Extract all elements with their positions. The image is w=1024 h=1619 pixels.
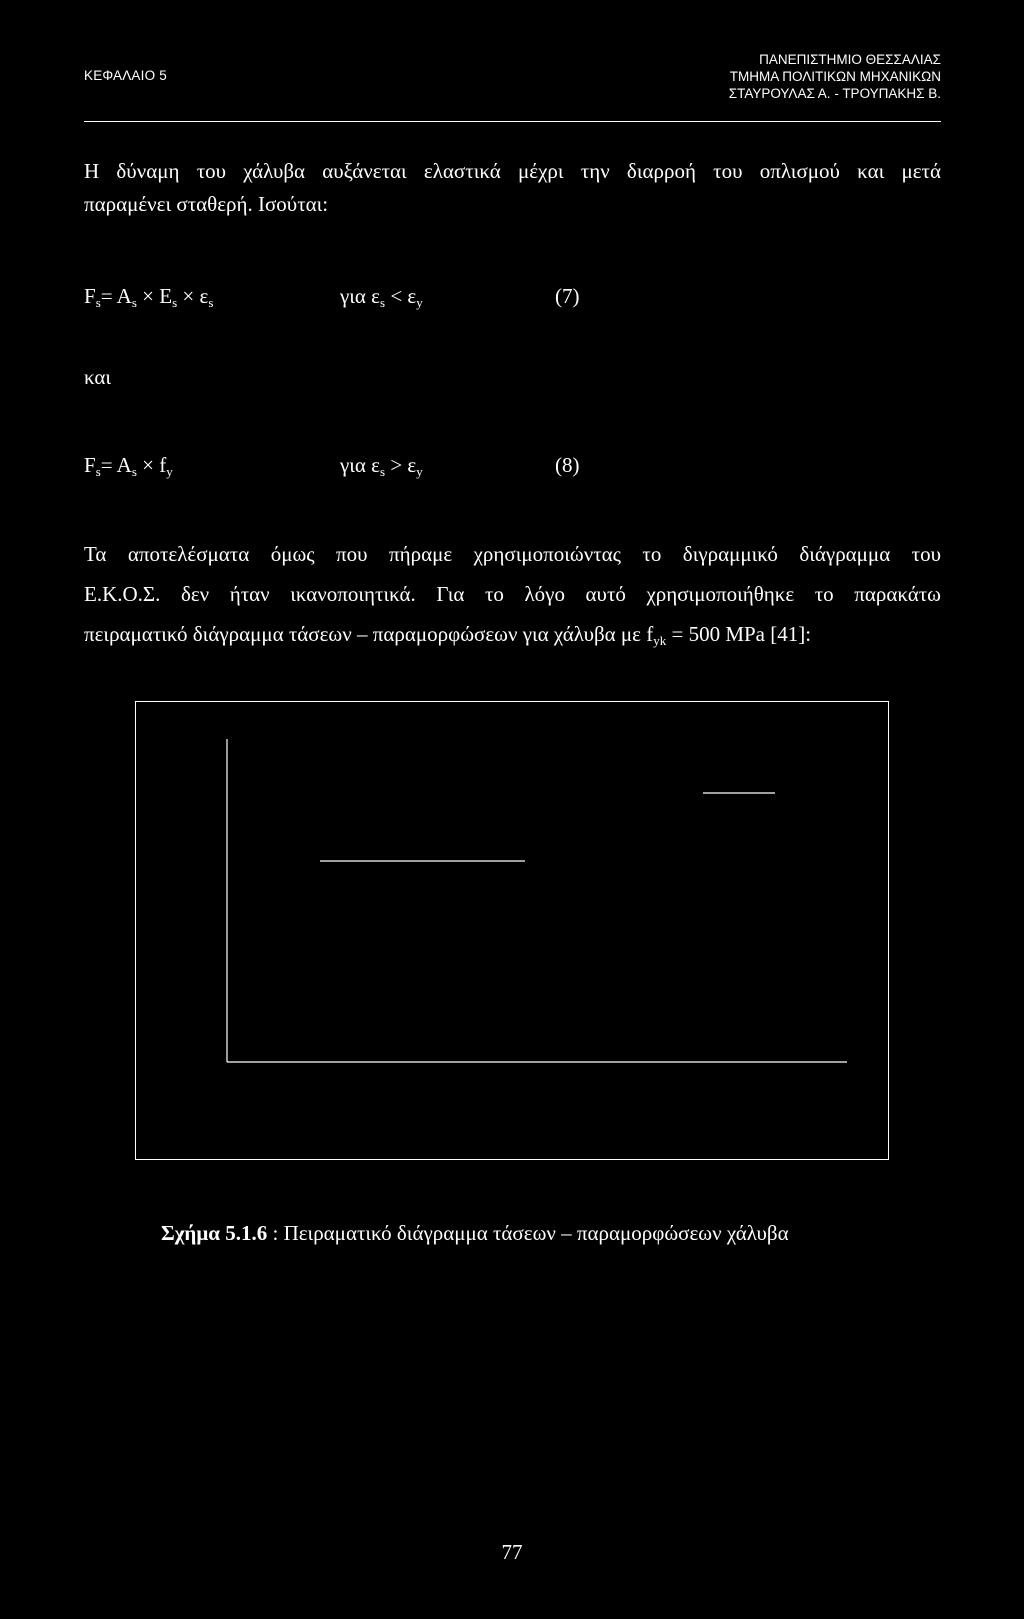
figure-caption-label: Σχήμα 5.1.6 — [161, 1221, 268, 1245]
results-line-2: Ε.Κ.Ο.Σ. δεν ήταν ικανοποιητικά. Για το λόγο αυτό χρησιμοποιήθηκε το παρακάτω — [84, 582, 941, 606]
intro-line-2: παραμένει σταθερή. Ισούται: — [84, 192, 329, 216]
stress-strain-diagram — [135, 701, 889, 1160]
intro-line-1: Η δύναμη του χάλυβα αυξάνεται ελαστικά μέχρι την διαρροή του οπλισμού και μετά — [84, 159, 941, 183]
page-number: 77 — [501, 1540, 523, 1564]
header-authors: ΣΤΑΥΡΟΥΛΑΣ Α. - ΤΡΟΥΠΑΚΗΣ Β. — [728, 86, 941, 101]
equation-8 — [84, 453, 944, 483]
results-line-3: πειραματικό διάγραμμα τάσεων – παραμορφώσεων για χάλυβα με $f_{yk} = 500$ MPa [41]: — [84, 622, 812, 648]
intro-paragraph — [84, 155, 941, 221]
equation-8-number: (8) — [555, 453, 580, 477]
figure-caption-text: : Πειραματικό διάγραμμα τάσεων – παραμορφώσεων χάλυβα — [267, 1221, 789, 1245]
equation-7-formula: $F_s= A_s \times E_s \times \varepsilon_s$ — [84, 284, 214, 310]
equation-7-number: (7) — [555, 284, 580, 308]
equation-8-formula: $F_s= A_s \times f_y$ — [84, 453, 173, 479]
figure-caption — [161, 1221, 789, 1246]
header-affiliation — [729, 51, 941, 102]
results-paragraph — [84, 534, 941, 654]
header-university: ΠΑΝΕΠΙΣΤΗΜΙΟ ΘΕΣΣΑΛΙΑΣ — [759, 52, 941, 67]
connector-text: και — [84, 365, 112, 389]
equation-8-condition: για $\varepsilon_s > \varepsilon_y$ — [340, 453, 423, 479]
header-department: ΤΜΗΜΑ ΠΟΛΙΤΙΚΩΝ ΜΗΧΑΝΙΚΩΝ — [729, 69, 941, 84]
results-line-1: Τα αποτελέσματα όμως που πήραμε χρησιμοποιώντας το διγραμμικό διάγραμμα του — [84, 542, 941, 566]
header-divider — [84, 121, 941, 122]
equation-7 — [84, 284, 944, 314]
header-chapter: ΚΕΦΑΛΑΙΟ 5 — [84, 68, 167, 83]
equation-7-condition: για $\varepsilon_s < \varepsilon_y$ — [340, 284, 423, 310]
